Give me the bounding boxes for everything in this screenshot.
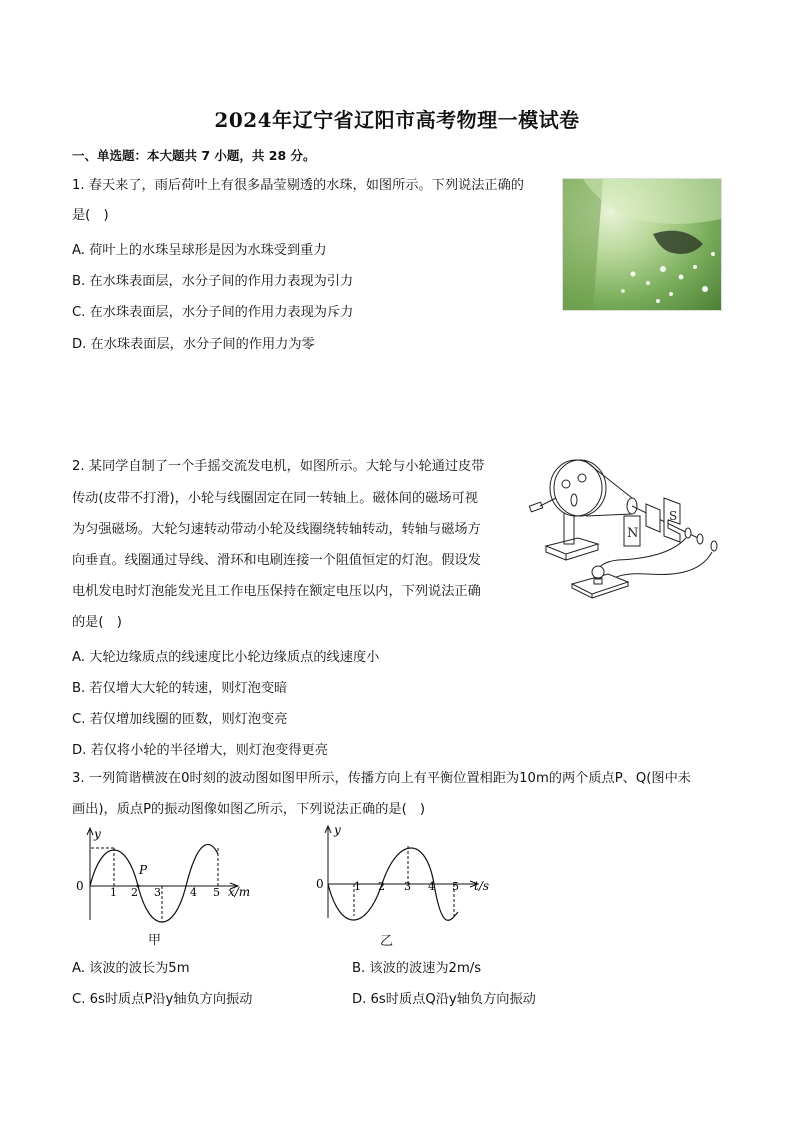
graph-jia-y-label: y <box>94 827 101 841</box>
question-1-option-d[interactable]: D. 在水珠表面层，水分子间的作用力为零 <box>72 337 315 352</box>
question-2-option-b[interactable]: B. 若仅增大大轮的转速，则灯泡变暗 <box>72 681 288 696</box>
graph-jia-caption: 甲 <box>148 933 162 948</box>
graph-yi-tick-1: 1 <box>354 880 361 893</box>
question-2-option-c[interactable]: C. 若仅增加线圈的匝数，则灯泡变亮 <box>72 712 288 727</box>
question-3-option-c[interactable]: C. 6s时质点P沿y轴负方向振动 <box>72 992 253 1007</box>
question-2-line-2: 传动(皮带不打滑)，小轮与线圈固定在同一转轴上。磁体间的磁场可视 <box>72 491 478 506</box>
question-2-line-3: 为匀强磁场。大轮匀速转动带动小轮及线圈绕转轴转动，转轴与磁场方 <box>72 522 481 537</box>
question-1-line-2: 是( ) <box>72 208 109 223</box>
graph-jia-origin: 0 <box>76 879 84 893</box>
graph-jia-x-label: x/m <box>228 885 251 899</box>
magnet-s-label: S <box>669 509 678 523</box>
question-2-line-4: 向垂直。线圈通过导线、滑环和电刷连接一个阻值恒定的灯泡。假设发 <box>72 553 481 568</box>
question-3-line-1: 3. 一列简谐横波在0时刻的波动图如图甲所示，传播方向上有平衡位置相距为10m的两个质点P、Q(图中未 <box>72 771 691 786</box>
question-3-option-d[interactable]: D. 6s时质点Q沿y轴负方向振动 <box>352 992 536 1007</box>
lotus-leaf-photo <box>562 178 722 311</box>
generator-diagram <box>528 458 724 608</box>
magnet-n-label: N <box>627 526 639 541</box>
section-heading: 一、单选题：本大题共 7 小题，共 28 分。 <box>72 148 316 163</box>
graph-yi-tick-5: 5 <box>452 880 459 893</box>
question-2-line-1: 2. 某同学自制了一个手摇交流发电机，如图所示。大轮与小轮通过皮带 <box>72 459 485 474</box>
question-1-option-c[interactable]: C. 在水珠表面层，水分子间的作用力表现为斥力 <box>72 305 354 320</box>
graph-jia-tick-3: 3 <box>154 886 161 899</box>
question-2-option-a[interactable]: A. 大轮边缘质点的线速度比小轮边缘质点的线速度小 <box>72 650 380 665</box>
question-1-line-1: 1. 春天来了，雨后荷叶上有很多晶莹剔透的水珠，如图所示。下列说法正确的 <box>72 178 524 193</box>
question-1-option-b[interactable]: B. 在水珠表面层，水分子间的作用力表现为引力 <box>72 274 354 289</box>
vibration-graph-yi <box>310 822 510 922</box>
graph-yi-y-label: y <box>334 823 341 837</box>
page-title: 2024年辽宁省辽阳市高考物理一模试卷 <box>214 108 580 132</box>
question-3-line-2: 画出)，质点P的振动图像如图乙所示，下列说法正确的是( ) <box>72 802 426 817</box>
question-2-option-d[interactable]: D. 若仅将小轮的半径增大，则灯泡变得更亮 <box>72 743 328 758</box>
graph-jia-tick-1: 1 <box>110 886 117 899</box>
graph-jia-tick-5: 5 <box>213 886 220 899</box>
graph-yi-tick-3: 3 <box>404 880 411 893</box>
graph-yi-tick-4: 4 <box>428 880 435 893</box>
question-2-line-5: 电机发电时灯泡能发光且工作电压保持在额定电压以内，下列说法正确 <box>72 584 481 599</box>
wave-graph-jia <box>70 824 260 924</box>
graph-yi-x-label: t/s <box>474 879 490 893</box>
graph-jia-tick-4: 4 <box>190 886 197 899</box>
graph-yi-tick-2: 2 <box>378 880 385 893</box>
graph-yi-caption: 乙 <box>380 934 394 949</box>
graph-jia-point-p: P <box>139 863 148 877</box>
question-3-option-b[interactable]: B. 该波的波速为2m/s <box>352 961 482 976</box>
question-1-option-a[interactable]: A. 荷叶上的水珠呈球形是因为水珠受到重力 <box>72 243 327 258</box>
question-2-line-6: 的是( ) <box>72 615 122 630</box>
graph-yi-origin: 0 <box>316 877 324 891</box>
question-3-option-a[interactable]: A. 该波的波长为5m <box>72 961 190 976</box>
graph-jia-tick-2: 2 <box>131 886 138 899</box>
